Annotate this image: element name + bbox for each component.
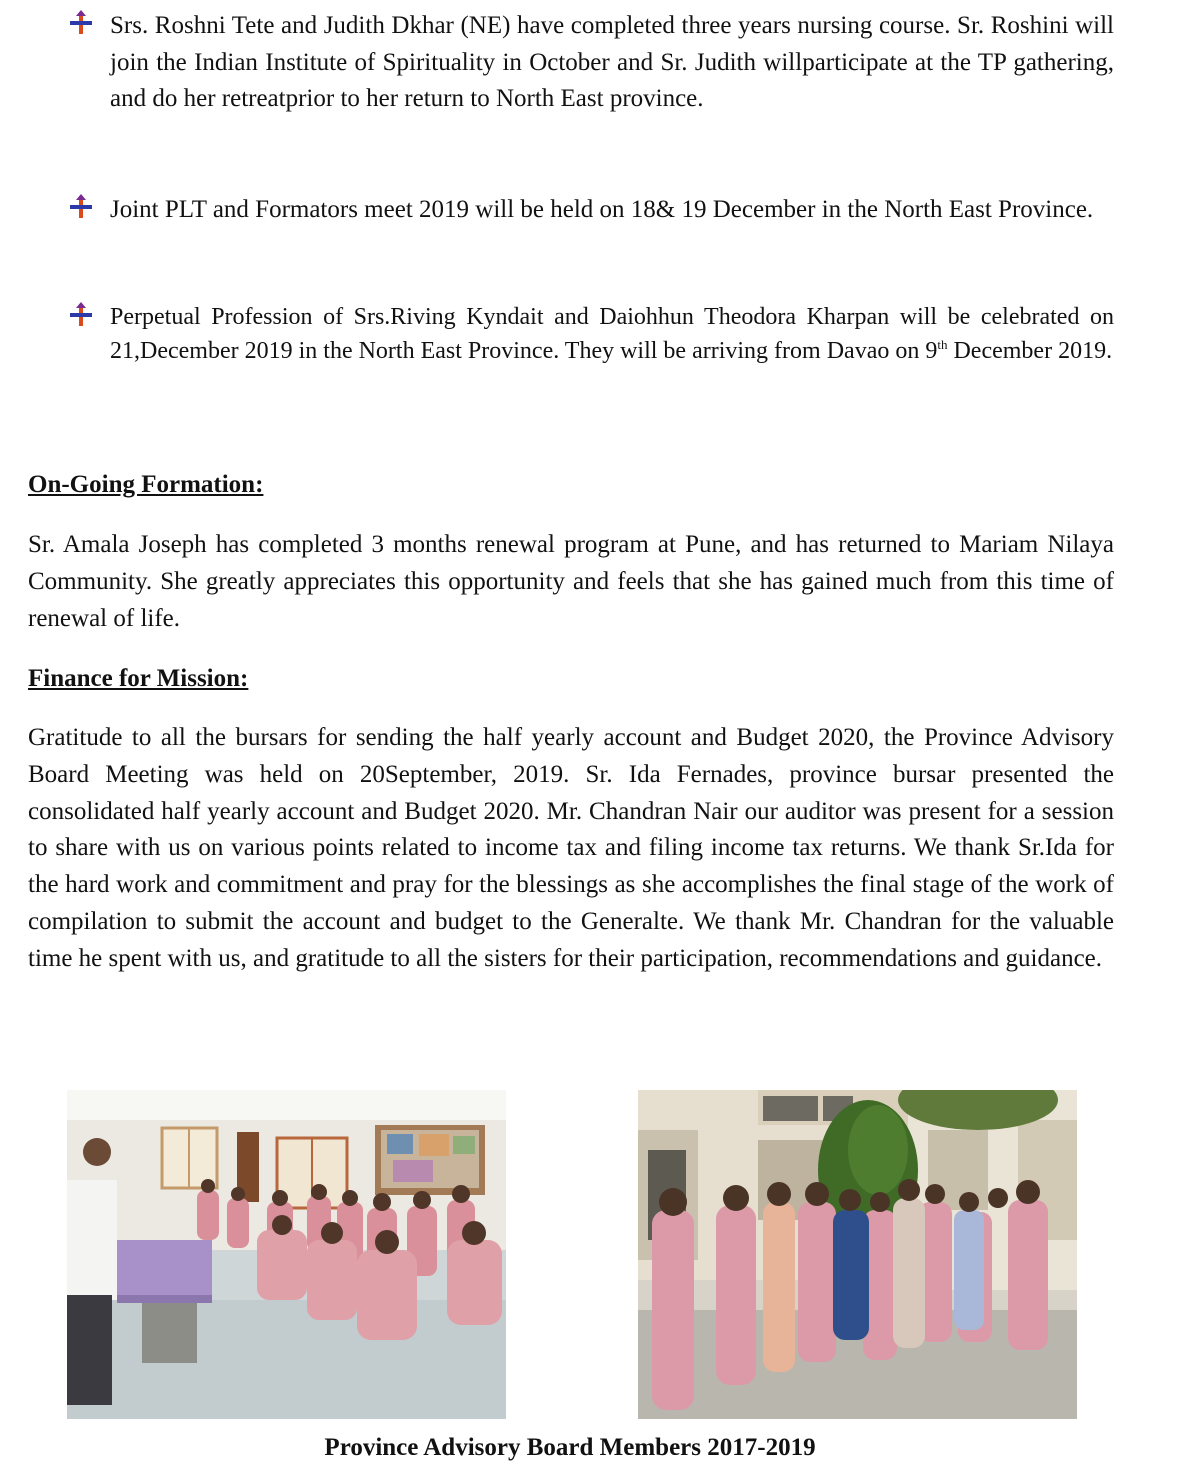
- ordinal-superscript: th: [937, 337, 948, 352]
- bullet-text: Joint PLT and Formators meet 2019 will be held on 18& 19 December in the North East Province.: [110, 196, 1094, 223]
- group-illustration: [638, 1090, 1077, 1419]
- bullet-item-nursing-course: [68, 8, 1114, 118]
- bullet-text: Srs. Roshni Tete and Judith Dkhar (NE) have completed three years nursing course. Sr. Roshini will join the Indian Institute of Spirituality in October and Sr. Judith willparticipate at the TP gathering, and do her retreatprior to her return to North East province.: [110, 12, 1114, 112]
- section-heading-ongoing-formation: On-Going Formation:: [28, 471, 264, 498]
- bullet-item-joint-meet: [68, 192, 1114, 229]
- arrow-bullet-icon: [68, 10, 94, 36]
- arrow-bullet-icon: [68, 194, 94, 220]
- arrow-bullet-icon: [68, 302, 94, 328]
- bullet-item-perpetual-profession: [68, 300, 1114, 368]
- meeting-room-photo: [67, 1090, 506, 1419]
- photo-caption: Province Advisory Board Members 2017-2019: [324, 1434, 816, 1461]
- meeting-room-illustration: [67, 1090, 506, 1419]
- finance-paragraph: Gratitude to all the bursars for sending the half yearly account and Budget 2020, the Province Advisory Board Meeting was held on 20September, 2019. Sr. Ida Fernades, province bursar presented the consolidated half yearly account and Budget 2020. Mr. Chandran Nair our auditor was present for a session to share with us on various points related to income tax and filing income tax returns. We thank Sr.Ida for the hard work and commitment and pray for the blessings as she accomplishes the final stage of the work of compilation to submit the account and budget to the Generalte. We thank Mr. Chandran for the valuable time he spent with us, and gratitude to all the sisters for their participation, recommendations and guidance.: [28, 724, 1114, 972]
- ongoing-formation-paragraph: Sr. Amala Joseph has completed 3 months renewal program at Pune, and has returned to Mariam Nilaya Community. She greatly appreciates this opportunity and feels that she has gained much from this time of renewal of life.: [28, 531, 1114, 632]
- bullet-text: Perpetual Profession of Srs.Riving Kyndait and Daiohhun Theodora Kharpan will be celebrated on 21,December 2019 in the North East Province. They will be arriving from Davao on 9th December 2019.: [110, 304, 1114, 364]
- section-heading-finance: Finance for Mission:: [28, 665, 249, 692]
- group-photo: [638, 1090, 1077, 1419]
